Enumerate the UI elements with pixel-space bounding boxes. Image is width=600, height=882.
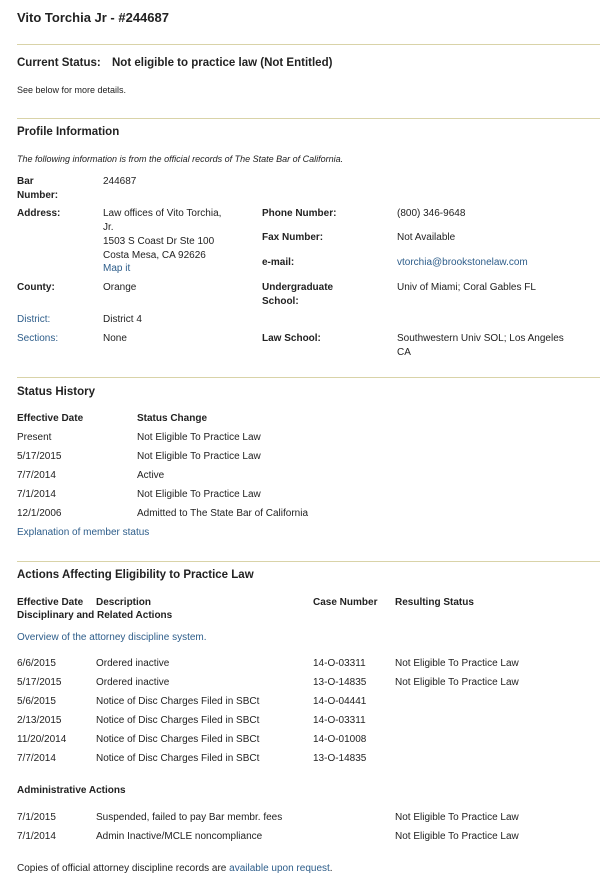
current-status-value: Not eligible to practice law (Not Entitled) [112, 57, 333, 69]
status-row-date: Present [17, 432, 52, 443]
actions-heading: Actions Affecting Eligibility to Practice Law [17, 569, 254, 581]
address-line-2: 1503 S Coast Dr Ste 100 [103, 236, 215, 247]
status-col-date: Effective Date [17, 413, 84, 424]
law-school-label: Law School: [262, 333, 321, 344]
status-row-date: 12/1/2006 [17, 508, 62, 519]
disc-row-desc: Notice of Disc Charges Filed in SBCt [96, 696, 260, 707]
profile-heading: Profile Information [17, 126, 120, 138]
admin-actions-heading: Administrative Actions [17, 785, 126, 796]
address-label: Address: [17, 208, 61, 219]
address-line-1b: Jr. [103, 222, 114, 233]
admin-row-desc: Admin Inactive/MCLE noncompliance [96, 831, 263, 842]
actions-col-date: Effective Date [17, 597, 84, 608]
email-label: e-mail: [262, 257, 295, 268]
status-col-change: Status Change [137, 413, 208, 424]
admin-row-result: Not Eligible To Practice Law [395, 831, 519, 842]
address-line-3: Costa Mesa, CA 92626 [103, 250, 206, 261]
disc-row-date: 5/17/2015 [17, 677, 62, 688]
admin-row-desc: Suspended, failed to pay Bar membr. fees [96, 812, 283, 823]
law-school-value: Southwestern Univ SOL; Los Angeles [397, 333, 564, 344]
status-row-change: Admitted to The State Bar of California [137, 508, 309, 519]
page-title: Vito Torchia Jr - #244687 [17, 10, 169, 25]
disc-row-case: 13-O-14835 [313, 677, 367, 688]
disc-row-case: 13-O-14835 [313, 753, 367, 764]
disc-row-date: 7/7/2014 [17, 753, 56, 764]
bar-number-value: 244687 [103, 176, 137, 187]
current-status-note: See below for more details. [17, 85, 127, 95]
disc-row-date: 5/6/2015 [17, 696, 56, 707]
phone-value: (800) 346-9648 [397, 208, 466, 219]
divider [17, 118, 600, 119]
fax-label: Fax Number: [262, 232, 324, 243]
disc-row-case: 14-O-04441 [313, 696, 367, 707]
email-link[interactable]: vtorchia@brookstonelaw.com [397, 257, 528, 268]
explanation-link[interactable]: Explanation of member status [17, 527, 150, 538]
status-row-date: 5/17/2015 [17, 451, 62, 462]
address-line-1: Law offices of Vito Torchia, [103, 208, 222, 219]
disc-row-date: 2/13/2015 [17, 715, 62, 726]
disc-row-case: 14-O-03311 [313, 715, 366, 726]
undergrad-label: Undergraduate [262, 282, 334, 293]
actions-col-case: Case Number [313, 597, 378, 608]
disc-row-desc: Ordered inactive [96, 677, 170, 688]
disc-row-desc: Notice of Disc Charges Filed in SBCt [96, 753, 260, 764]
disc-row-date: 6/6/2015 [17, 658, 56, 669]
status-row-change: Not Eligible To Practice Law [137, 489, 261, 500]
divider [17, 44, 600, 45]
map-it-link[interactable]: Map it [103, 263, 131, 274]
status-row-change: Not Eligible To Practice Law [137, 432, 261, 443]
actions-col-result: Resulting Status [395, 597, 474, 608]
phone-label: Phone Number: [262, 208, 337, 219]
bar-number-label-2: Number: [17, 190, 59, 201]
admin-row-date: 7/1/2014 [17, 831, 56, 842]
disc-row-desc: Notice of Disc Charges Filed in SBCt [96, 715, 260, 726]
disc-row-desc: Notice of Disc Charges Filed in SBCt [96, 734, 260, 745]
sections-value: None [103, 333, 127, 344]
divider [17, 561, 600, 562]
sections-link[interactable]: Sections: [17, 333, 59, 344]
fax-value: Not Available [397, 232, 456, 243]
divider [17, 377, 600, 378]
status-row-change: Active [137, 470, 165, 481]
district-link[interactable]: District: [17, 314, 51, 325]
available-upon-request-link[interactable]: available upon request [229, 863, 330, 874]
disc-row-desc: Ordered inactive [96, 658, 170, 669]
actions-col-desc: Description [96, 597, 152, 608]
footer-text: Copies of official attorney discipline records are [17, 863, 227, 874]
status-history-heading: Status History [17, 386, 95, 398]
disciplinary-heading: Disciplinary and Related Actions [17, 610, 173, 621]
county-value: Orange [103, 282, 137, 293]
admin-row-result: Not Eligible To Practice Law [395, 812, 519, 823]
status-row-date: 7/1/2014 [17, 489, 56, 500]
disc-row-result: Not Eligible To Practice Law [395, 658, 519, 669]
disc-row-case: 14-O-01008 [313, 734, 367, 745]
bar-number-label: Bar [17, 176, 34, 187]
profile-intro: The following information is from the official records of The State Bar of California. [17, 154, 344, 164]
county-label: County: [17, 282, 55, 293]
disc-row-result: Not Eligible To Practice Law [395, 677, 519, 688]
disc-row-case: 14-O-03311 [313, 658, 366, 669]
district-value: District 4 [103, 314, 142, 325]
status-row-change: Not Eligible To Practice Law [137, 451, 261, 462]
undergrad-label-2: School: [262, 296, 299, 307]
admin-row-date: 7/1/2015 [17, 812, 56, 823]
footer-period: . [329, 863, 333, 874]
current-status-label: Current Status: [17, 57, 101, 69]
disc-row-date: 11/20/2014 [17, 734, 67, 745]
law-school-value-2: CA [397, 347, 411, 358]
undergrad-value: Univ of Miami; Coral Gables FL [397, 282, 536, 293]
overview-link[interactable]: Overview of the attorney discipline system. [17, 632, 207, 643]
status-row-date: 7/7/2014 [17, 470, 56, 481]
footer-note [17, 863, 333, 874]
